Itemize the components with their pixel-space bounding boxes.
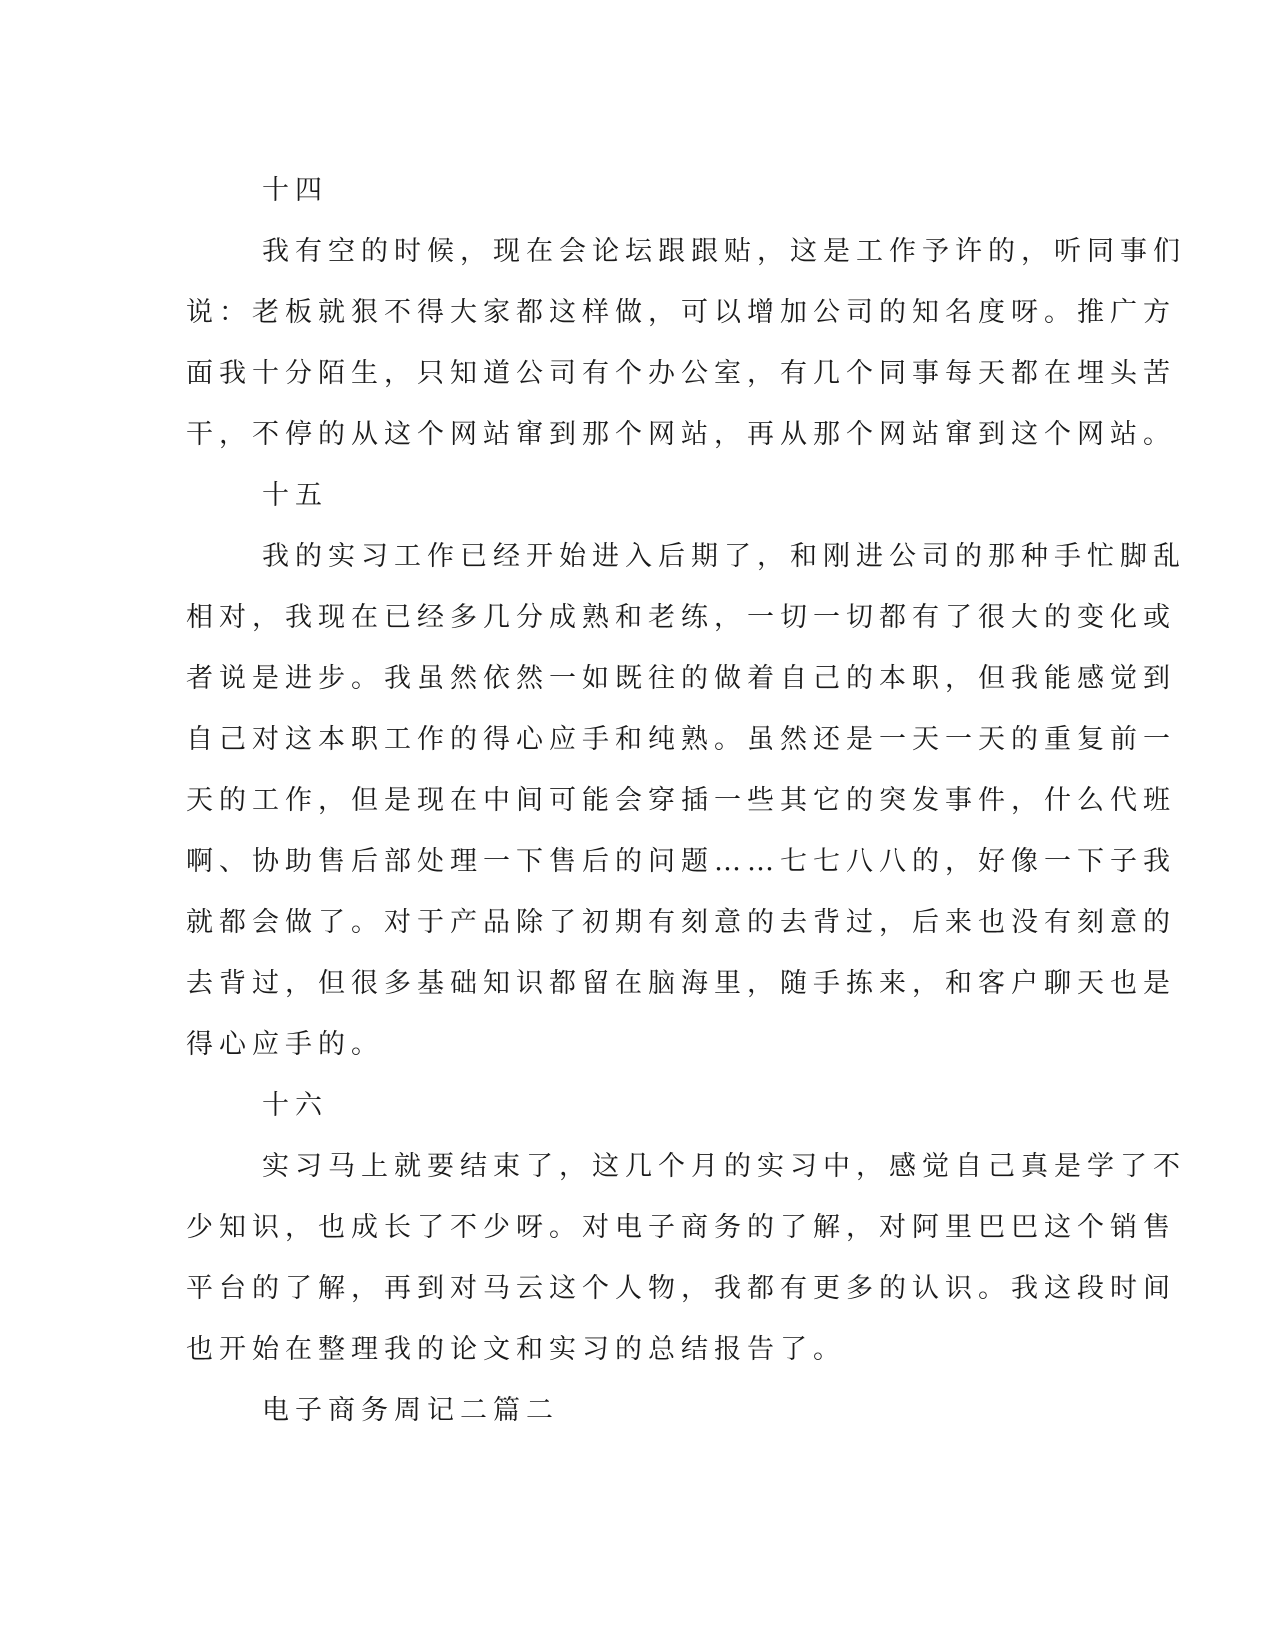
paragraph-line: 者说是进步。我虽然依然一如既往的做着自己的本职，但我能感觉到 — [186, 663, 1176, 694]
document-page — [186, 160, 1186, 1441]
paragraph-line: 说：老板就狠不得大家都这样做，可以增加公司的知名度呀。推广方 — [186, 297, 1176, 328]
heading-text: 十六 — [262, 1090, 328, 1121]
section-heading — [186, 465, 1066, 526]
paragraph-line: 我的实习工作已经开始进入后期了，和刚进公司的那种手忙脚乱 — [262, 541, 1186, 572]
paragraph-line: 天的工作，但是现在中间可能会穿插一些其它的突发事件，什么代班 — [186, 785, 1176, 816]
paragraph-line: 自己对这本职工作的得心应手和纯熟。虽然还是一天一天的重复前一 — [186, 724, 1176, 755]
paragraph-line: 得心应手的。 — [186, 1029, 384, 1060]
paragraph-line: 啊、协助售后部处理一下售后的问题……七七八八的，好像一下子我 — [186, 846, 1176, 877]
paragraph-line: 相对，我现在已经多几分成熟和老练，一切一切都有了很大的变化或 — [186, 602, 1176, 633]
paragraph-line: 面我十分陌生，只知道公司有个办公室，有几个同事每天都在埋头苦 — [186, 358, 1176, 389]
document-body — [186, 160, 1186, 1441]
heading-text: 十四 — [262, 175, 328, 206]
paragraph-line: 我有空的时候，现在会论坛跟跟贴，这是工作予许的，听同事们 — [262, 236, 1186, 267]
heading-text: 十五 — [262, 480, 328, 511]
section-heading — [186, 160, 1066, 221]
paragraph — [186, 1136, 1186, 1380]
paragraph — [186, 526, 1186, 1075]
paragraph-line: 实习马上就要结束了，这几个月的实习中，感觉自己真是学了不 — [262, 1151, 1186, 1182]
paragraph — [186, 221, 1186, 465]
paragraph-line: 少知识，也成长了不少呀。对电子商务的了解，对阿里巴巴这个销售 — [186, 1212, 1176, 1243]
paragraph-line: 就都会做了。对于产品除了初期有刻意的去背过，后来也没有刻意的 — [186, 907, 1176, 938]
paragraph-line: 平台的了解，再到对马云这个人物，我都有更多的认识。我这段时间 — [186, 1273, 1176, 1304]
paragraph-line: 去背过，但很多基础知识都留在脑海里，随手拣来，和客户聊天也是 — [186, 968, 1176, 999]
section-heading — [186, 1380, 1066, 1441]
paragraph-line: 也开始在整理我的论文和实习的总结报告了。 — [186, 1334, 846, 1365]
section-heading — [186, 1075, 1066, 1136]
heading-text: 电子商务周记二篇二 — [262, 1395, 559, 1426]
paragraph-line: 干，不停的从这个网站窜到那个网站，再从那个网站窜到这个网站。 — [186, 419, 1176, 450]
